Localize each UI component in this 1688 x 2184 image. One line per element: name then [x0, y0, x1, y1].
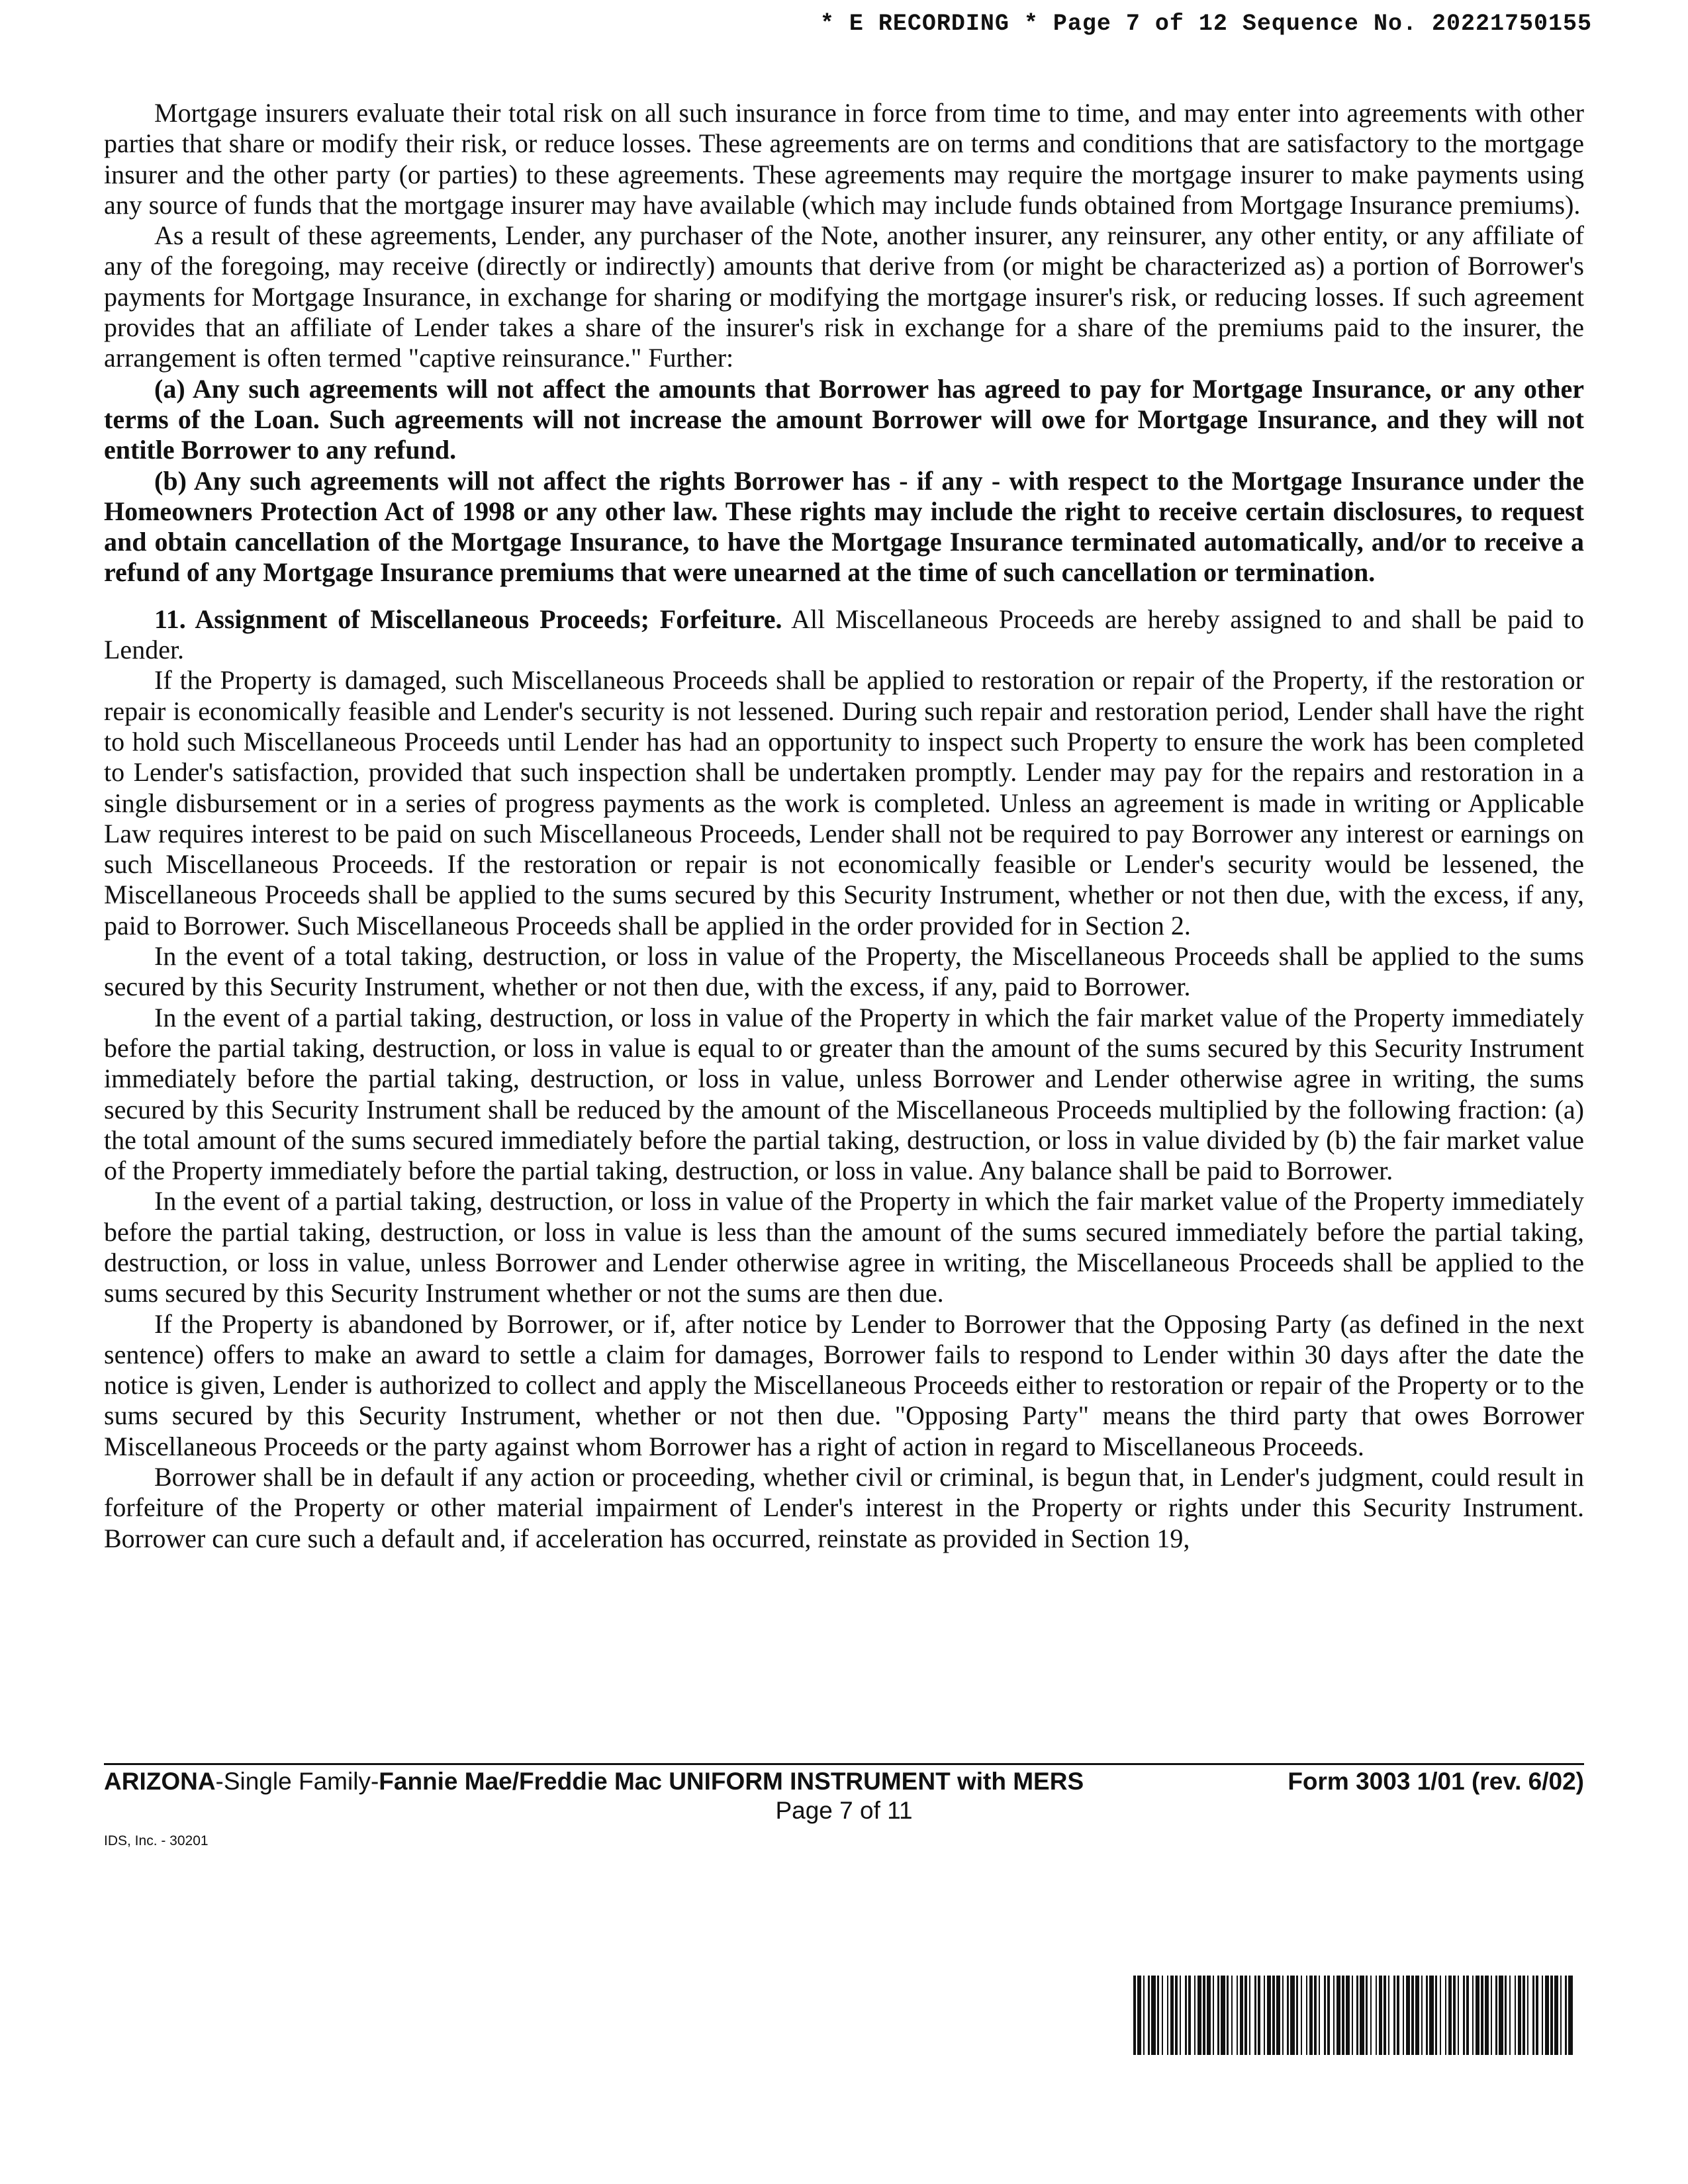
- barcode-bar: [1379, 1976, 1382, 2055]
- barcode-bar: [1267, 1976, 1271, 2055]
- barcode-bar: [1336, 1976, 1340, 2055]
- barcode-graphic: [1129, 1976, 1579, 2055]
- barcode-bar: [1352, 1976, 1353, 2055]
- barcode-bar: [1264, 1976, 1265, 2055]
- barcode-bar: [1157, 1976, 1159, 2055]
- section-11-text: All Miscellaneous Proceeds are hereby assigned to and shall be paid to Lender.: [104, 604, 1584, 665]
- barcode-bar: [1435, 1976, 1437, 2055]
- barcode-bar: [1346, 1976, 1350, 2055]
- barcode-bar: [1244, 1976, 1247, 2055]
- barcode-bar: [1221, 1976, 1225, 2055]
- paragraph-clause-b: (b) Any such agreements will not affect the rights Borrower has - if any - with respect to the Mortgage Insurance under the Homeowners Protection Act of 1998 or any other law. These rights may include the right to receive certain disclosures, to request and obtain cancellation of the Mortgage Insurance, to have the Mortgage Insurance terminated automatically, and/or to receive a refund of any Mortgage Insurance premiums that were unearned at the time of such cancellation or termination.: [104, 465, 1584, 588]
- barcode-bar: [1518, 1976, 1521, 2055]
- footer-divider: [104, 1763, 1584, 1765]
- barcode-bar: [1324, 1976, 1326, 2055]
- paragraph-property-abandoned: If the Property is abandoned by Borrower, or if, after notice by Lender to Borrower that the Opposing Party (as defined in the next sentence) offers to make an award to settle a claim for damages, Borrower fails to respond to Lender within 30 days after the date the notice is given, Lender is authorized to collect and apply the Miscellaneous Proceeds either to restoration or repair of the Property or to the sums secured by this Security Instrument, whether or not then due. "Opposing Party" means the third party that owes Borrower Miscellaneous Proceeds or the party against whom Borrower has a right of action in regard to Miscellaneous Proceeds.: [104, 1308, 1584, 1461]
- barcode-bar: [1415, 1976, 1419, 2055]
- barcode-bar: [1137, 1976, 1141, 2055]
- barcode-bar: [1476, 1976, 1479, 2055]
- barcode-bar: [1327, 1976, 1330, 2055]
- barcode-bar: [1532, 1976, 1534, 2055]
- barcode-bar: [1309, 1976, 1313, 2055]
- barcode-bar: [1527, 1976, 1528, 2055]
- paragraph-total-taking: In the event of a total taking, destruction, or loss in value of the Property, the Miscellaneous Proceeds shall be applied to the sums secured by this Security Instrument, whether or not then due, with the excess, if any, paid to Borrower.: [104, 941, 1584, 1002]
- barcode-bar: [1167, 1976, 1168, 2055]
- barcode-bar: [1453, 1976, 1456, 2055]
- barcode-bar: [1406, 1976, 1410, 2055]
- barcode-bar: [1227, 1976, 1229, 2055]
- barcode-bar: [1333, 1976, 1335, 2055]
- barcode-bar: [1217, 1976, 1219, 2055]
- footer-family: -Single Family-: [215, 1768, 379, 1795]
- barcode-bar: [1509, 1976, 1511, 2055]
- barcode-bar: [1536, 1976, 1538, 2055]
- barcode-bar: [1388, 1976, 1389, 2055]
- barcode-bar: [1366, 1976, 1368, 2055]
- barcode-bar: [1545, 1976, 1549, 2055]
- barcode-bar: [1554, 1976, 1558, 2055]
- footer-state: ARIZONA: [104, 1768, 216, 1795]
- barcode-bar: [1448, 1976, 1452, 2055]
- paragraph-agreements-result: As a result of these agreements, Lender, any purchaser of the Note, another insurer, any reinsurer, any other entity, or any affiliate of any of the foregoing, may receive (directly or indirectly) amounts that derive from (or might be characterized as) a portion of Borrower's payments for Mortgage Insurance, in exchange for sharing or modifying the mortgage insurer's risk, or reducing losses. If such agreement provides that an affiliate of Lender takes a share of the insurer's risk in exchange for a share of the premiums paid to the insurer, the arrangement is often termed "captive reinsurance." Further:: [104, 220, 1584, 373]
- barcode-bar: [1287, 1976, 1289, 2055]
- barcode-bar: [1383, 1976, 1386, 2055]
- barcode-bar: [1360, 1976, 1364, 2055]
- barcode-bar: [1306, 1976, 1307, 2055]
- barcode-bar: [1197, 1976, 1201, 2055]
- barcode-bar: [1550, 1976, 1553, 2055]
- barcode-bar: [1499, 1976, 1503, 2055]
- barcode-bar: [1170, 1976, 1174, 2055]
- barcode-bar: [1342, 1976, 1344, 2055]
- barcode-bar: [1180, 1976, 1181, 2055]
- barcode-bar: [1162, 1976, 1163, 2055]
- barcode-bar: [1151, 1976, 1156, 2055]
- barcode-bar: [1249, 1976, 1250, 2055]
- barcode-bar: [1185, 1976, 1187, 2055]
- section-11-title: 11. Assignment of Miscellaneous Proceeds; Forfeiture.: [154, 604, 782, 634]
- barcode-bar: [1240, 1976, 1243, 2055]
- recording-header: * E RECORDING * Page 7 of 12 Sequence No. 20221750155: [820, 11, 1592, 37]
- barcode-bar: [1133, 1976, 1136, 2055]
- page-number: Page 7 of 11: [775, 1797, 913, 1824]
- barcode-bar: [1515, 1976, 1516, 2055]
- barcode-bar: [1376, 1976, 1377, 2055]
- barcode-bar: [1491, 1976, 1492, 2055]
- barcode-bar: [1213, 1976, 1214, 2055]
- barcode-bar: [1463, 1976, 1465, 2055]
- ids-label: IDS, Inc. - 30201: [104, 1833, 209, 1848]
- barcode-bar: [1276, 1976, 1280, 2055]
- barcode-bar: [1254, 1976, 1256, 2055]
- barcode-bar: [1272, 1976, 1275, 2055]
- barcode-bar: [1319, 1976, 1320, 2055]
- barcode-bar: [1426, 1976, 1428, 2055]
- barcode-bar: [1411, 1976, 1414, 2055]
- paragraph-property-damaged: If the Property is damaged, such Miscellaneous Proceeds shall be applied to restoration or repair of the Property, if the restoration or repair is economically feasible and Lender's security is not lessened. During such repair and restoration period, Lender shall have the right to hold such Miscellaneous Proceeds until Lender has had an opportunity to inspect such Property to ensure the work has been completed to Lender's satisfaction, provided that such inspection shall be undertaken promptly. Lender may pay for the repairs and restoration in a single disbursement or in a series of progress payments as the work is completed. Unless an agreement is made in writing or Applicable Law requires interest to be paid on such Miscellaneous Proceeds, Lender shall not be required to pay Borrower any interest or earnings on such Miscellaneous Proceeds. If the restoration or repair is not economically feasible or Lender's security would be lessened, the Miscellaneous Proceeds shall be applied to the sums secured by this Security Instrument, whether or not then due, with the excess, if any, paid to Borrower. Such Miscellaneous Proceeds shall be applied in the order provided for in Section 2.: [104, 665, 1584, 940]
- barcode-bar: [1356, 1976, 1358, 2055]
- barcode-bar: [1429, 1976, 1434, 2055]
- barcode-bar: [1472, 1976, 1474, 2055]
- barcode-bar: [1203, 1976, 1205, 2055]
- barcode-bar: [1258, 1976, 1260, 2055]
- barcode-bar: [1148, 1976, 1150, 2055]
- paragraph-mortgage-insurers: Mortgage insurers evaluate their total risk on all such insurance in force from time to time, and may enter into agreements with other parties that share or modify their risk, or reduce losses. These agreements are on terms and conditions that are satisfactory to the mortgage insurer and the other party (or parties) to these agreements. These agreements may require the mortgage insurer to make payments using any source of funds that the mortgage insurer may have available (which may include funds obtained from Mortgage Insurance premiums).: [104, 98, 1584, 220]
- barcode-bar: [1231, 1976, 1233, 2055]
- barcode-bar: [1542, 1976, 1543, 2055]
- barcode-bar: [1237, 1976, 1238, 2055]
- barcode-bar: [1301, 1976, 1302, 2055]
- paragraph-partial-taking-less: In the event of a partial taking, destruction, or loss in value of the Property in which the fair market value of the Property immediately before the partial taking, destruction, or loss in value is less than the amount of the sums secured immediately before the partial taking, destruction, or loss in value, unless Borrower and Lender otherwise agree in writing, the Miscellaneous Proceeds shall be applied to the sums secured by this Security Instrument whether or not the sums are then due.: [104, 1186, 1584, 1308]
- barcode-bar: [1290, 1976, 1295, 2055]
- barcode-bar: [1458, 1976, 1459, 2055]
- footer-form-number: Form 3003 1/01 (rev. 6/02): [1288, 1768, 1584, 1795]
- barcode-bar: [1445, 1976, 1446, 2055]
- barcode-bar: [1143, 1976, 1145, 2055]
- section-11-paragraph: [104, 604, 1584, 666]
- barcode-bar: [1296, 1976, 1298, 2055]
- barcode-image: [1129, 1976, 1579, 2055]
- barcode-bar: [1314, 1976, 1317, 2055]
- barcode-bar: [1207, 1976, 1211, 2055]
- barcode-bar: [1560, 1976, 1562, 2055]
- barcode-bar: [1370, 1976, 1372, 2055]
- barcode-bar: [1282, 1976, 1284, 2055]
- barcode-bar: [1505, 1976, 1507, 2055]
- barcode-bar: [1466, 1976, 1469, 2055]
- paragraph-borrower-default: Borrower shall be in default if any action or proceeding, whether civil or criminal, is begun that, in Lender's judgment, could result in forfeiture of the Property or other material impairment of Lender's interest in the Property or rights under this Security Instrument. Borrower can cure such a default and, if acceleration has occurred, reinstate as provided in Section 19,: [104, 1462, 1584, 1553]
- paragraph-clause-a: (a) Any such agreements will not affect the amounts that Borrower has agreed to pay for Mortgage Insurance, or any other terms of the Loan. Such agreements will not increase the amount Borrower will owe for Mortgage Insurance, and they will not entitle Borrower to any refund.: [104, 373, 1584, 465]
- barcode-bar: [1523, 1976, 1525, 2055]
- barcode-bar: [1485, 1976, 1489, 2055]
- barcode-bar: [1565, 1976, 1567, 2055]
- footer-form-title: [104, 1767, 1084, 1796]
- barcode-bar: [1495, 1976, 1497, 2055]
- paragraph-partial-taking-greater: In the event of a partial taking, destruction, or loss in value of the Property in which the fair market value of the Property immediately before the partial taking, destruction, or loss in value is equal to or greater than the amount of the sums secured by this Security Instrument immediately before the partial taking, destruction, or loss in value, unless Borrower and Lender otherwise agree in writing, the sums secured by this Security Instrument shall be reduced by the amount of the Miscellaneous Proceeds multiplied by the following fraction: (a) the total amount of the sums secured immediately before the partial taking, destruction, or loss in value divided by (b) the fair market value of the Property immediately before the partial taking, destruction, or loss in value. Any balance shall be paid to Borrower.: [104, 1002, 1584, 1186]
- barcode-bar: [1393, 1976, 1395, 2055]
- footer-instrument: Fannie Mae/Freddie Mac UNIFORM INSTRUMENT with MERS: [379, 1768, 1084, 1795]
- document-body: [104, 98, 1584, 1554]
- barcode-bar: [1568, 1976, 1573, 2055]
- barcode-bar: [1440, 1976, 1441, 2055]
- barcode-bar: [1397, 1976, 1399, 2055]
- barcode-bar: [1188, 1976, 1191, 2055]
- barcode-bar: [1175, 1976, 1178, 2055]
- barcode-bar: [1421, 1976, 1423, 2055]
- barcode-bar: [1481, 1976, 1483, 2055]
- barcode-bar: [1403, 1976, 1404, 2055]
- barcode-bar: [1194, 1976, 1196, 2055]
